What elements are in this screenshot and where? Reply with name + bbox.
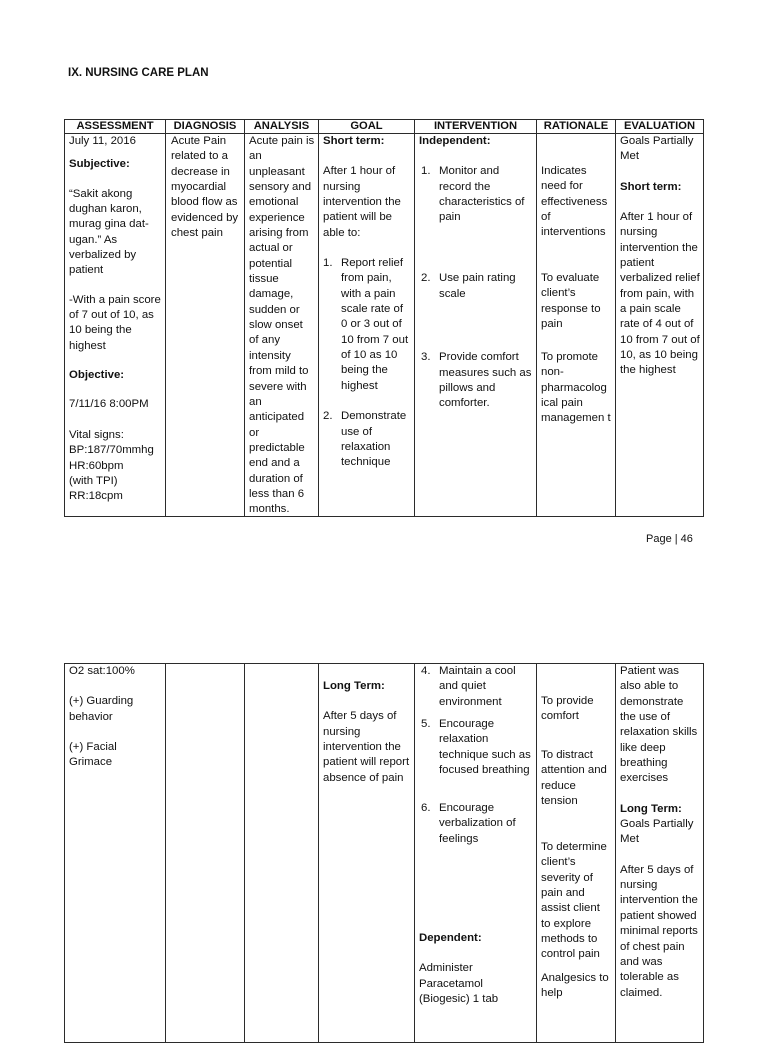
- vital-signs: [69, 428, 162, 505]
- assessment-datetime: 7/11/16 8:00PM: [69, 398, 149, 411]
- objective-label: Objective:: [69, 369, 125, 382]
- diagnosis-text: Acute Pain related to a decrease in myocardial blood flow as evidenced by chest pain: [171, 135, 239, 240]
- evaluation-long-text: After 5 days of nursing intervention the patient showed minimal reports of chest pain and was tolerable as claimed.: [620, 863, 698, 999]
- rationale-cell: [536, 133, 616, 517]
- goal-item: 2. Demonstrate use of relaxation technique: [323, 410, 407, 469]
- evaluation-cell: [615, 133, 704, 517]
- intervention-item: 4. Maintain a cool and quiet environment: [421, 665, 516, 708]
- subjective-quote: “Sakit akong dughan karon, murag gina dat-ugan.” As verbalized by patient: [69, 187, 149, 277]
- intervention-cell: [414, 133, 537, 517]
- intervention-item: 1. Monitor and record the characteristics of pain: [421, 165, 525, 224]
- subjective-label: Subjective:: [69, 158, 130, 171]
- goal-item: 1. Report relief from pain, with a pain scale rate of 0 or 3 out of 10 from 7 out of 10 as 10 being the highest: [323, 257, 409, 392]
- header-rationale: RATIONALE: [536, 119, 616, 134]
- goal-cell: [318, 133, 415, 517]
- vital-bp: BP:187/70mmhg: [69, 444, 154, 457]
- vital-rr: RR:18cpm: [69, 490, 123, 503]
- goal-short-label: Short term:: [323, 135, 385, 147]
- dependent-text: Administer Paracetamol (Biogesic) 1 tab: [419, 962, 499, 1006]
- document-title: IX. NURSING CARE PLAN: [68, 67, 209, 79]
- vital-hr: HR:60bpm: [69, 459, 124, 472]
- assessment-date: July 11, 2016: [69, 135, 136, 147]
- intervention-list: [419, 164, 533, 411]
- assessment-cell: [64, 133, 166, 517]
- rationale-item: To provide comfort: [541, 695, 594, 723]
- header-diagnosis: DIAGNOSIS: [165, 119, 245, 134]
- header-goal: GOAL: [318, 119, 415, 134]
- header-analysis: ANALYSIS: [244, 119, 319, 134]
- diagnosis-cell-cont: [165, 663, 245, 1043]
- goal-list: [323, 256, 411, 470]
- header-intervention: INTERVENTION: [414, 119, 537, 134]
- independent-label: Independent:: [419, 135, 491, 147]
- goal-long-label: Long Term:: [323, 680, 385, 692]
- intervention-list-cont: [419, 664, 533, 931]
- intervention-cell-cont: [414, 663, 537, 1043]
- dependent-label: Dependent:: [419, 932, 482, 944]
- intervention-item: 3. Provide comfort measures such as pillows and comforter.: [421, 351, 532, 410]
- rationale-item: Indicates need for effectiveness of interventions: [541, 165, 608, 239]
- rationale-cell-cont: [536, 663, 616, 1043]
- evaluation-short-label: Short term:: [620, 180, 682, 193]
- rationale-item: To distract attention and reduce tension: [541, 749, 607, 808]
- intervention-item: 6. Encourage verbalization of feelings: [421, 802, 516, 845]
- goal-cell-cont: [318, 663, 415, 1043]
- vital-tpi: (with TPI): [69, 474, 118, 487]
- evaluation-continued: Patient was also able to demonstrate the use of relaxation skills like deep breathing exercises: [620, 665, 698, 785]
- evaluation-status-2: Goals Partially Met: [620, 818, 694, 846]
- guarding-behavior: (+) Guarding behavior: [69, 695, 134, 723]
- analysis-cell: [244, 133, 319, 517]
- pain-score: -With a pain score of 7 out of 10, as 10 being the highest: [69, 293, 161, 352]
- rationale-item: To promote non-pharmacolog ical pain managemen t: [541, 351, 611, 425]
- vital-signs-label: Vital signs:: [69, 428, 124, 441]
- goal-long-text: After 5 days of nursing intervention the patient will report absence of pain: [323, 710, 410, 784]
- goal-short-text: After 1 hour of nursing intervention the patient will be able to:: [323, 165, 401, 239]
- rationale-item: To evaluate client’s response to pain: [541, 272, 601, 331]
- rationale-item: Analgesics to help: [541, 972, 609, 1000]
- intervention-item: 5. Encourage relaxation technique such as focused breathing: [421, 718, 531, 777]
- evaluation-cell-cont: [615, 663, 704, 1043]
- evaluation-status: Goals Partially Met: [620, 135, 694, 163]
- o2-sat: O2 sat:100%: [69, 665, 135, 677]
- header-assessment: ASSESSMENT: [64, 119, 166, 134]
- evaluation-short-text: After 1 hour of nursing intervention the patient verbalized relief from pain, with a pain scale rate of 4 out of 10 from 7 out of 10, as 10 being the highest: [620, 211, 700, 377]
- rationale-item: To determine client’s severity of pain and assist client to explore methods to control pain: [541, 841, 607, 961]
- diagnosis-cell: [165, 133, 245, 517]
- header-evaluation: EVALUATION: [615, 119, 704, 134]
- analysis-text: Acute pain is an unpleasant sensory and emotional experience arising from actual or potential tissue damage, sudden or slow onset of any intensity from mild to severe with an anticipated or predictable end and a duration of less than 6 months.: [249, 135, 315, 516]
- intervention-item: 2. Use pain rating scale: [421, 272, 516, 300]
- page-number: Page | 46: [646, 533, 693, 545]
- analysis-cell-cont: [244, 663, 319, 1043]
- evaluation-long-label: Long Term:: [620, 802, 682, 815]
- assessment-cell-cont: [64, 663, 166, 1043]
- facial-grimace: (+) Facial Grimace: [69, 741, 117, 769]
